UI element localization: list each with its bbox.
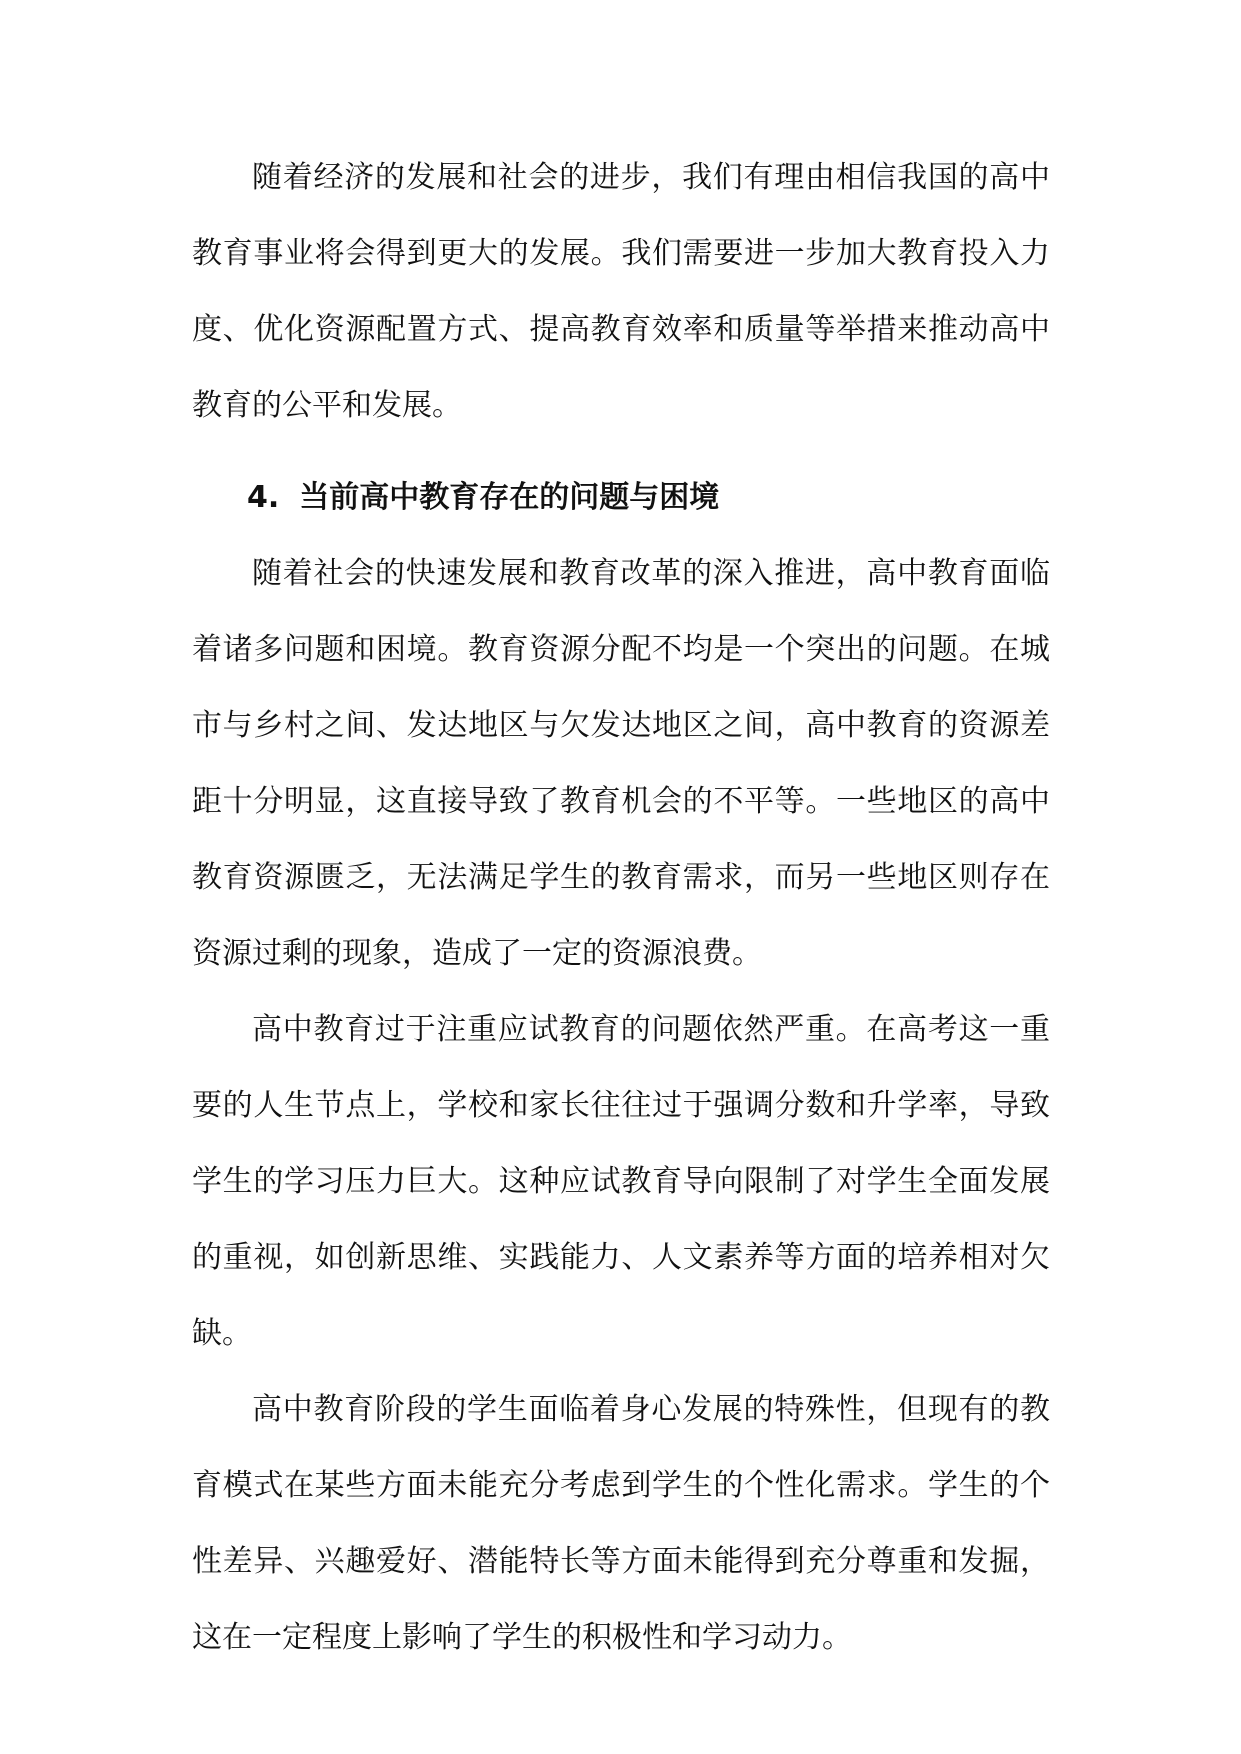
paragraph: 高中教育过于注重应试教育的问题依然严重。在高考这一重要的人生节点上，学校和家长往往过于强调分数和升学率，导致学生的学习压力巨大。这种应试教育导向限制了对学生全面发展的重视，如创新思维、实践能力、人文素养等方面的培养相对欠缺。: [192, 1012, 1050, 1351]
paragraph: 随着社会的快速发展和教育改革的深入推进，高中教育面临着诸多问题和困境。教育资源分配不均是一个突出的问题。在城市与乡村之间、发达地区与欠发达地区之间，高中教育的资源差距十分明显，这直接导致了教育机会的不平等。一些地区的高中教育资源匮乏，无法满足学生的教育需求，而另一些地区则存在资源过剩的现象，造成了一定的资源浪费。: [192, 556, 1050, 971]
section-heading: [192, 444, 1050, 536]
document-body: [192, 140, 1050, 1676]
paragraph: 随着经济的发展和社会的进步，我们有理由相信我国的高中教育事业将会得到更大的发展。我们需要进一步加大教育投入力度、优化资源配置方式、提高教育效率和质量等举措来推动高中教育的公平和发展。: [192, 160, 1050, 423]
paragraph: 高中教育阶段的学生面临着身心发展的特殊性，但现有的教育模式在某些方面未能充分考虑到学生的个性化需求。学生的个性差异、兴趣爱好、潜能特长等方面未能得到充分尊重和发掘，这在一定程度上影响了学生的积极性和学习动力。: [192, 1392, 1050, 1655]
section-number: 4.: [247, 480, 280, 515]
section-title: 当前高中教育存在的问题与困境: [299, 480, 720, 515]
